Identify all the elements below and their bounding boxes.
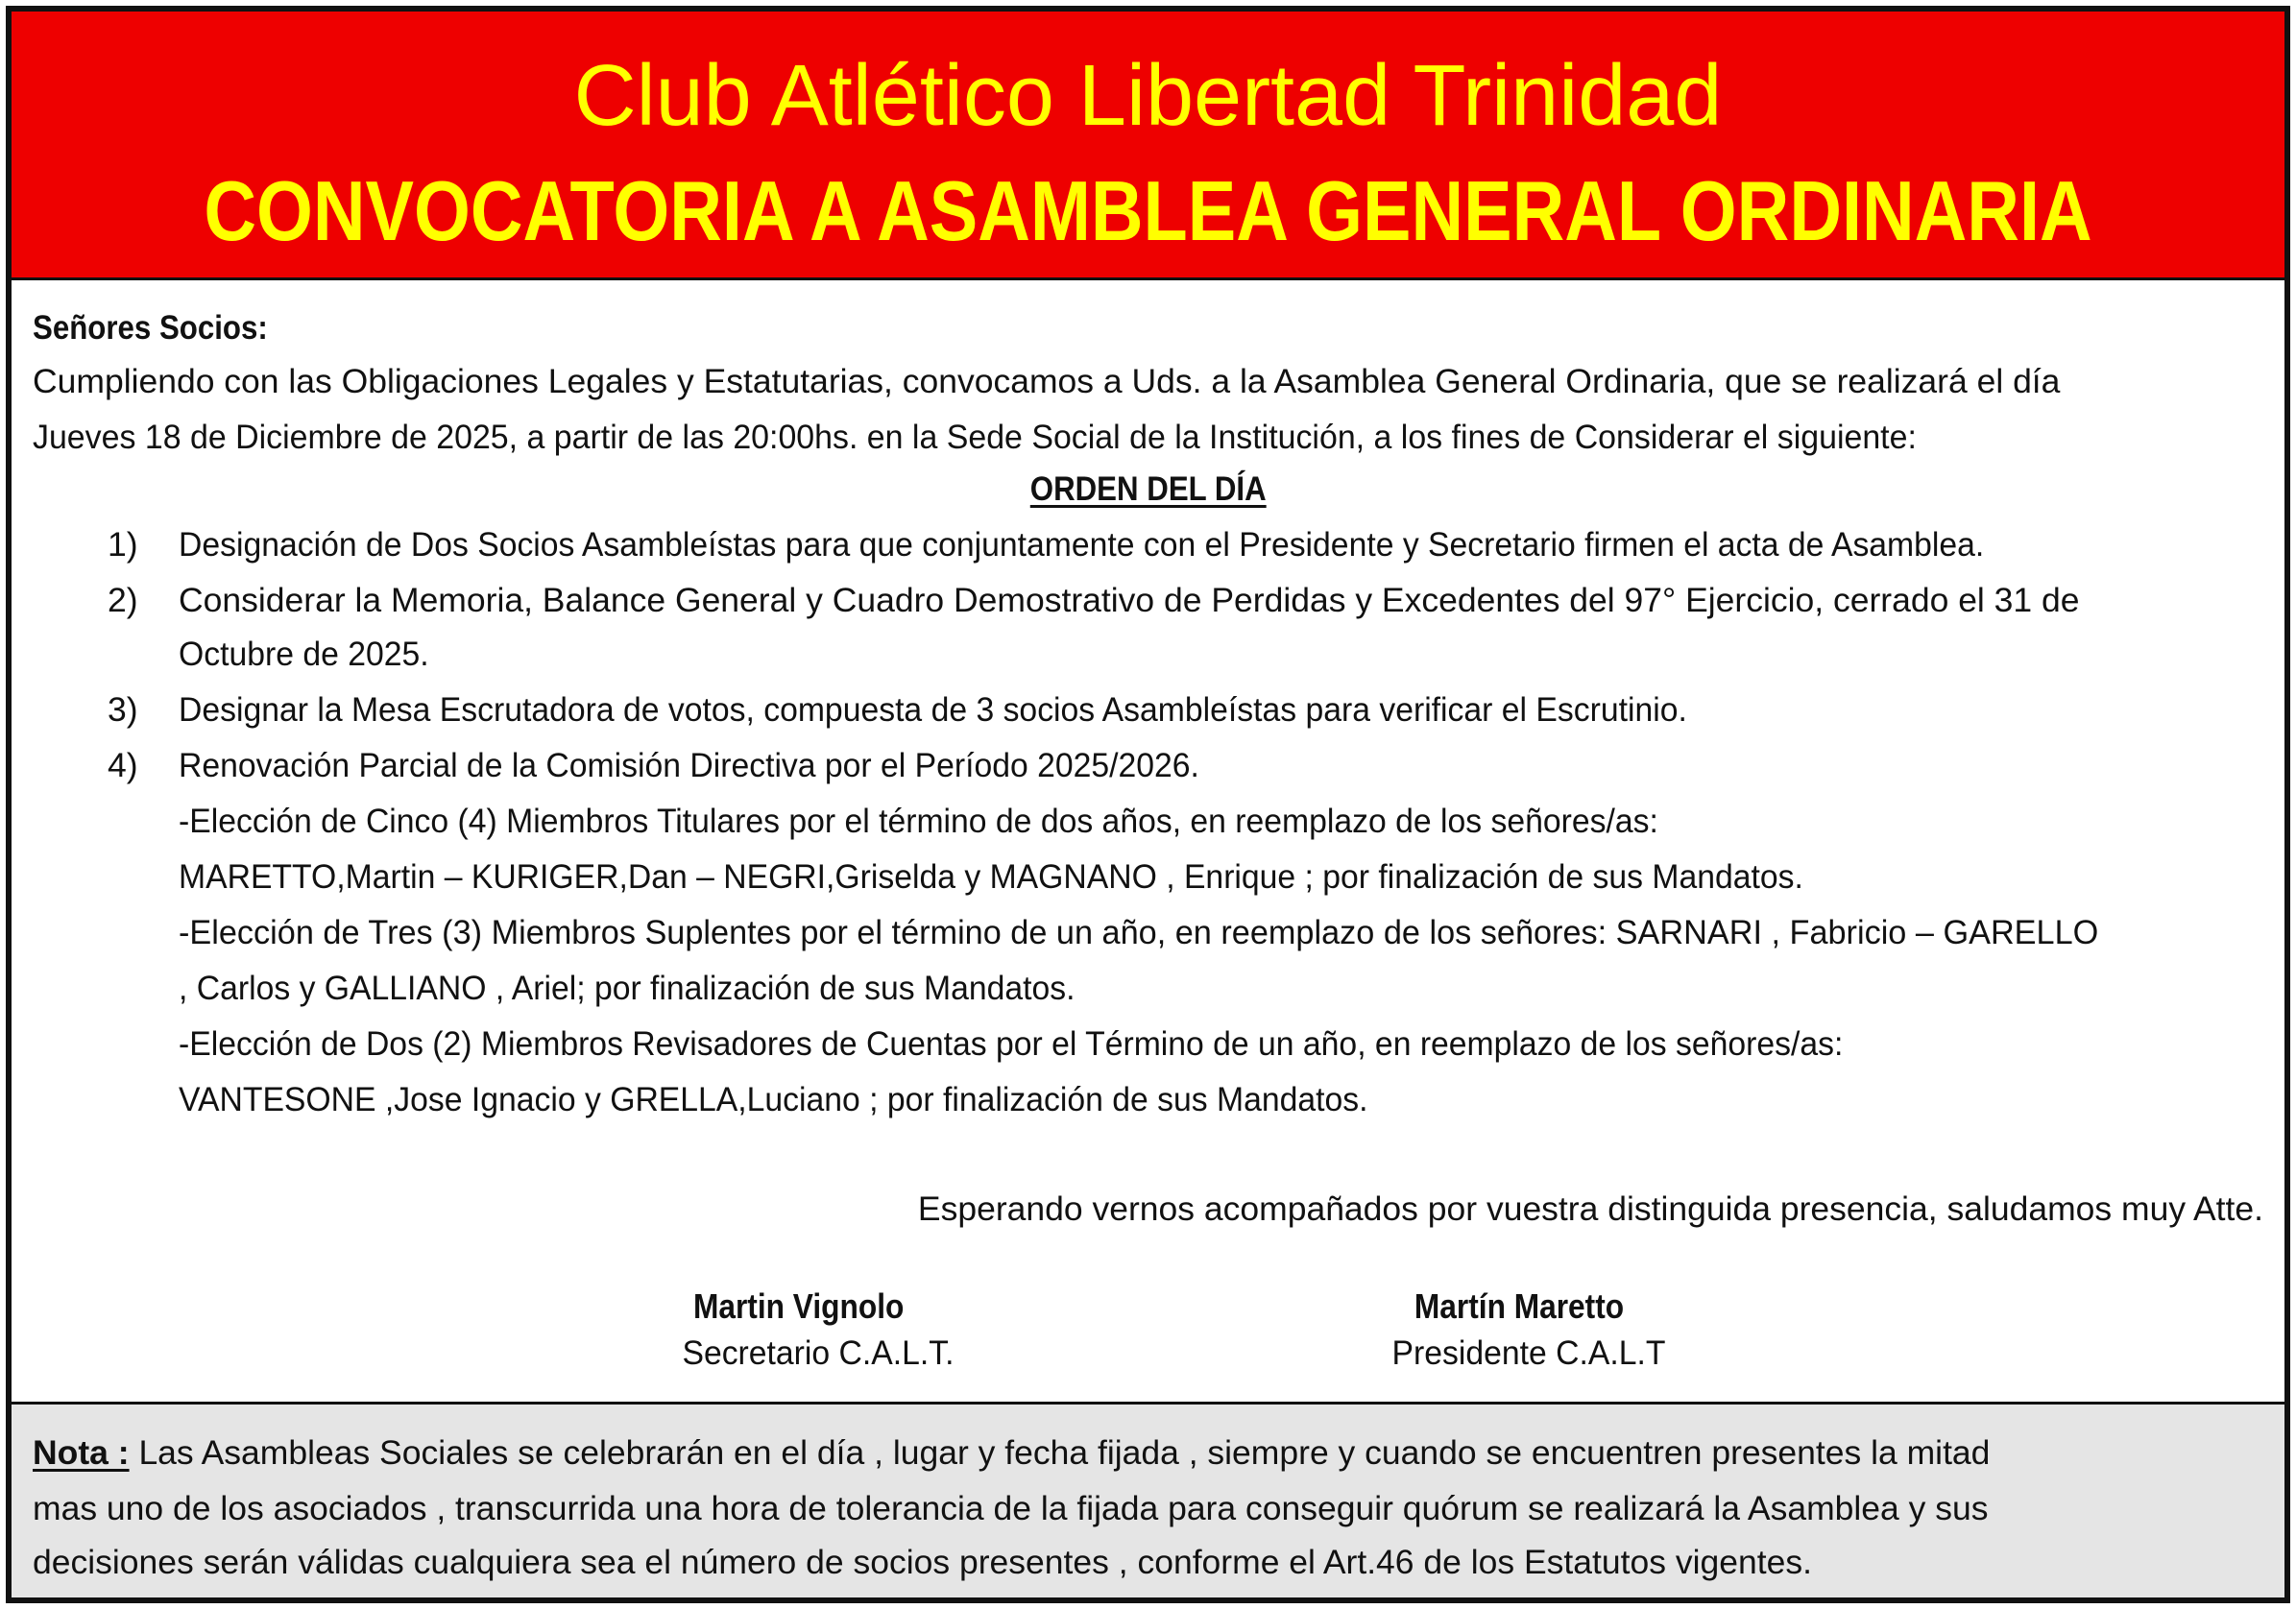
agenda-item-number: 2) — [108, 581, 138, 619]
note-line-1 — [33, 1429, 1990, 1476]
agenda-item-4-line-3: MARETTO,Martin – KURIGER,Dan – NEGRI,Griselda y MAGNANO , Enrique ; por finalización de sus Mandatos. — [179, 857, 1803, 896]
club-name: Club Atlético Libertad Trinidad — [573, 48, 1723, 144]
note-line-2: mas uno de los asociados , transcurrida una hora de tolerancia de la fijada para conseguir quórum se realizará la Asamblea y sus — [33, 1489, 1989, 1527]
agenda-item-2-line-2: Octubre de 2025. — [179, 635, 429, 673]
signature-role-secretary: Secretario C.A.L.T. — [682, 1333, 955, 1372]
intro-line-1: Cumpliendo con las Obligaciones Legales y Estatutarias, convocamos a Uds. a la Asamblea General Ordinaria, que se realizará el día — [33, 362, 2061, 400]
signature-name-secretary: Martin Vignolo — [693, 1286, 905, 1326]
note-box — [12, 1402, 2284, 1597]
agenda-item-1: Designación de Dos Socios Asambleístas para que conjuntamente con el Presidente y Secretario firmen el acta de Asamblea. — [179, 525, 1985, 564]
agenda-item-4-line-7: VANTESONE ,Jose Ignacio y GRELLA,Luciano ; por finalización de sus Mandatos. — [179, 1080, 1368, 1118]
agenda-item-4-line-1: Renovación Parcial de la Comisión Directiva por el Período 2025/2026. — [179, 746, 1199, 784]
intro-line-2: Jueves 18 de Diciembre de 2025, a partir de las 20:00hs. en la Sede Social de la Institución, a los fines de Considerar el siguiente: — [33, 418, 1917, 456]
agenda-item-4-line-2: -Elección de Cinco (4) Miembros Titulares por el término de dos años, en reemplazo de los señores/as: — [179, 802, 1658, 840]
agenda-item-number: 3) — [108, 690, 138, 729]
page-title: CONVOCATORIA A ASAMBLEA GENERAL ORDINARIA — [204, 163, 2092, 258]
agenda-item-number: 4) — [108, 746, 138, 784]
salutation: Señores Socios: — [33, 308, 268, 347]
agenda-item-4-line-6: -Elección de Dos (2) Miembros Revisadores de Cuentas por el Término de un año, en reemplazo de los señores/as: — [179, 1024, 1844, 1063]
agenda-item-4-line-5: , Carlos y GALLIANO , Ariel; por finalización de sus Mandatos. — [179, 969, 1075, 1007]
note-line-3: decisiones serán válidas cualquiera sea el número de socios presentes , conforme el Art.46 de los Estatutos vigentes. — [33, 1543, 1812, 1581]
agenda-item-3: Designar la Mesa Escrutadora de votos, compuesta de 3 socios Asambleístas para verificar el Escrutinio. — [179, 690, 1687, 729]
agenda-heading: ORDEN DEL DÍA — [1029, 469, 1267, 508]
agenda-item-number: 1) — [108, 525, 138, 564]
signature-name-president: Martín Maretto — [1414, 1286, 1625, 1326]
note-label: Nota : — [33, 1433, 130, 1472]
agenda-item-4-line-4: -Elección de Tres (3) Miembros Suplentes por el término de un año, en reemplazo de los señores: SARNARI , Fabricio – GARELLO — [179, 913, 2099, 951]
announcement-frame — [6, 6, 2290, 1603]
header-banner — [12, 12, 2284, 280]
note-text-1: Las Asambleas Sociales se celebrarán en el día , lugar y fecha fijada , siempre y cuando se encuentren presentes la mitad — [129, 1433, 1991, 1472]
closing-line: Esperando vernos acompañados por vuestra distinguida presencia, saludamos muy Atte. — [917, 1189, 2263, 1228]
announcement-body — [12, 283, 2284, 1402]
agenda-item-2-line-1: Considerar la Memoria, Balance General y Cuadro Demostrativo de Perdidas y Excedentes del 97° Ejercicio, cerrado el 31 de — [179, 581, 2080, 619]
signature-role-president: Presidente C.A.L.T — [1391, 1333, 1666, 1372]
